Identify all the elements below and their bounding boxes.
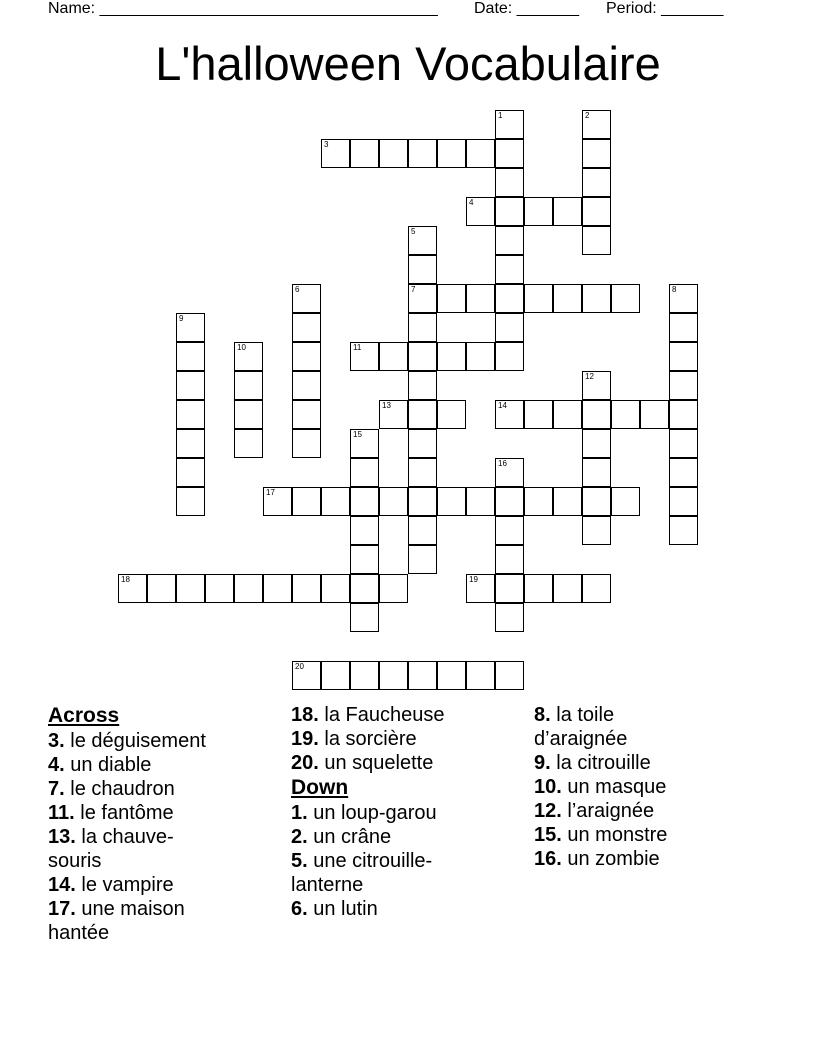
grid-cell[interactable] xyxy=(350,574,379,603)
grid-cell[interactable] xyxy=(408,661,437,690)
grid-cell[interactable] xyxy=(495,139,524,168)
grid-cell[interactable] xyxy=(582,197,611,226)
grid-cell[interactable] xyxy=(437,342,466,371)
grid-cell[interactable] xyxy=(495,458,524,487)
clue-down-8: 8. la toile d’araignée xyxy=(534,704,628,750)
clue-across-7: 7. le chaudron xyxy=(48,778,175,800)
grid-cell[interactable] xyxy=(321,487,350,516)
clue-down-10: 10. un masque xyxy=(534,776,667,798)
grid-cell[interactable] xyxy=(669,371,698,400)
grid-cell[interactable] xyxy=(582,371,611,400)
grid-cell[interactable] xyxy=(379,487,408,516)
clue-across-14: 14. le vampire xyxy=(48,874,174,896)
grid-cell[interactable] xyxy=(553,197,582,226)
grid-cell[interactable] xyxy=(582,400,611,429)
clue-number: 15 xyxy=(353,430,362,439)
grid-cell[interactable] xyxy=(495,342,524,371)
clue-number: 18 xyxy=(121,575,130,584)
grid-cell[interactable] xyxy=(582,284,611,313)
grid-cell[interactable] xyxy=(466,284,495,313)
grid-cell[interactable] xyxy=(582,139,611,168)
grid-cell[interactable] xyxy=(495,603,524,632)
clue-number: 1 xyxy=(498,111,503,120)
grid-cell[interactable] xyxy=(640,400,669,429)
grid-cell[interactable] xyxy=(147,574,176,603)
clue-across-4: 4. un diable xyxy=(48,754,152,776)
grid-cell[interactable] xyxy=(495,284,524,313)
clue-across-11: 11. le fantôme xyxy=(48,802,174,824)
clue-across-3: 3. le déguisement xyxy=(48,730,206,752)
grid-cell[interactable] xyxy=(524,400,553,429)
grid-cell[interactable] xyxy=(437,139,466,168)
grid-cell[interactable] xyxy=(553,284,582,313)
clue-down-1: 1. un loup-garou xyxy=(291,802,437,824)
grid-cell[interactable] xyxy=(582,226,611,255)
grid-cell[interactable] xyxy=(408,545,437,574)
grid-cell[interactable] xyxy=(379,661,408,690)
grid-cell[interactable] xyxy=(292,574,321,603)
clue-number: 19 xyxy=(469,575,478,584)
clue-down-6: 6. un lutin xyxy=(291,898,378,920)
grid-cell[interactable] xyxy=(292,400,321,429)
grid-cell[interactable] xyxy=(350,139,379,168)
clue-number: 16 xyxy=(498,459,507,468)
grid-cell[interactable] xyxy=(234,429,263,458)
grid-cell[interactable] xyxy=(524,574,553,603)
grid-cell[interactable] xyxy=(495,661,524,690)
grid-cell[interactable] xyxy=(176,342,205,371)
grid-cell[interactable] xyxy=(408,516,437,545)
clue-number: 11 xyxy=(353,343,362,352)
grid-cell[interactable] xyxy=(582,487,611,516)
grid-cell[interactable] xyxy=(582,458,611,487)
grid-cell[interactable] xyxy=(495,168,524,197)
clue-number: 13 xyxy=(382,401,391,410)
grid-cell[interactable] xyxy=(495,110,524,139)
grid-cell[interactable] xyxy=(350,545,379,574)
grid-cell[interactable] xyxy=(350,487,379,516)
grid-cell[interactable] xyxy=(292,342,321,371)
grid-cell[interactable] xyxy=(408,400,437,429)
down-clues-column-3 xyxy=(534,703,774,871)
grid-cell[interactable] xyxy=(176,574,205,603)
grid-cell[interactable] xyxy=(495,487,524,516)
grid-cell[interactable] xyxy=(408,487,437,516)
grid-cell[interactable] xyxy=(176,429,205,458)
grid-cell[interactable] xyxy=(263,487,292,516)
clue-number: 6 xyxy=(295,285,300,294)
grid-cell[interactable] xyxy=(321,139,350,168)
grid-cell[interactable] xyxy=(321,574,350,603)
grid-cell[interactable] xyxy=(524,197,553,226)
clue-number: 9 xyxy=(179,314,184,323)
grid-cell[interactable] xyxy=(466,574,495,603)
name-field-label[interactable]: Name: ______________________________________ xyxy=(48,0,438,17)
grid-cell[interactable] xyxy=(582,110,611,139)
grid-cell[interactable] xyxy=(205,574,234,603)
grid-cell[interactable] xyxy=(495,400,524,429)
grid-cell[interactable] xyxy=(408,139,437,168)
grid-cell[interactable] xyxy=(437,400,466,429)
period-field-label[interactable]: Period: _______ xyxy=(606,0,724,17)
grid-cell[interactable] xyxy=(379,574,408,603)
grid-cell[interactable] xyxy=(495,516,524,545)
clue-down-12: 12. l’araignée xyxy=(534,800,655,822)
grid-cell[interactable] xyxy=(408,342,437,371)
grid-cell[interactable] xyxy=(379,139,408,168)
clue-number: 10 xyxy=(237,343,246,352)
clue-number: 2 xyxy=(585,111,590,120)
clue-across-19: 19. la sorcière xyxy=(291,728,417,750)
grid-cell[interactable] xyxy=(176,487,205,516)
grid-cell[interactable] xyxy=(350,603,379,632)
grid-cell[interactable] xyxy=(292,487,321,516)
grid-cell[interactable] xyxy=(466,661,495,690)
grid-cell[interactable] xyxy=(495,226,524,255)
grid-cell[interactable] xyxy=(553,487,582,516)
grid-cell[interactable] xyxy=(408,255,437,284)
grid-cell[interactable] xyxy=(495,545,524,574)
grid-cell[interactable] xyxy=(292,661,321,690)
grid-cell[interactable] xyxy=(524,487,553,516)
date-field-label[interactable]: Date: _______ xyxy=(474,0,579,17)
grid-cell[interactable] xyxy=(669,313,698,342)
grid-cell[interactable] xyxy=(408,371,437,400)
clue-down-2: 2. un crâne xyxy=(291,826,392,848)
grid-cell[interactable] xyxy=(234,342,263,371)
grid-cell[interactable] xyxy=(437,487,466,516)
clue-across-18: 18. la Faucheuse xyxy=(291,704,445,726)
grid-cell[interactable] xyxy=(466,139,495,168)
page-title: L'halloween Vocabulaire xyxy=(155,37,661,90)
grid-cell[interactable] xyxy=(669,458,698,487)
clue-across-20: 20. un squelette xyxy=(291,752,434,774)
clue-down-16: 16. un zombie xyxy=(534,848,660,870)
grid-cell[interactable] xyxy=(118,574,147,603)
grid-cell[interactable] xyxy=(176,371,205,400)
grid-cell[interactable] xyxy=(466,487,495,516)
grid-cell[interactable] xyxy=(611,400,640,429)
grid-cell[interactable] xyxy=(437,661,466,690)
clue-down-15: 15. un monstre xyxy=(534,824,668,846)
grid-cell[interactable] xyxy=(669,516,698,545)
grid-cell[interactable] xyxy=(176,458,205,487)
grid-cell[interactable] xyxy=(176,400,205,429)
across-clues-column-1 xyxy=(48,703,278,945)
clue-number: 4 xyxy=(469,198,474,207)
clue-across-17: 17. une maison hantée xyxy=(48,898,185,944)
grid-cell[interactable] xyxy=(611,487,640,516)
grid-cell[interactable] xyxy=(350,458,379,487)
clue-number: 20 xyxy=(295,662,304,671)
grid-cell[interactable] xyxy=(669,342,698,371)
grid-cell[interactable] xyxy=(669,429,698,458)
grid-cell[interactable] xyxy=(553,400,582,429)
clues-column-2 xyxy=(291,703,511,921)
grid-cell[interactable] xyxy=(292,371,321,400)
grid-cell[interactable] xyxy=(263,574,292,603)
grid-cell[interactable] xyxy=(611,284,640,313)
grid-cell[interactable] xyxy=(582,429,611,458)
grid-cell[interactable] xyxy=(669,487,698,516)
grid-cell[interactable] xyxy=(582,574,611,603)
grid-cell[interactable] xyxy=(408,226,437,255)
grid-cell[interactable] xyxy=(437,284,466,313)
grid-cell[interactable] xyxy=(350,516,379,545)
grid-cell[interactable] xyxy=(292,284,321,313)
grid-cell[interactable] xyxy=(408,313,437,342)
clue-number: 7 xyxy=(411,285,416,294)
grid-cell[interactable] xyxy=(582,516,611,545)
grid-cell[interactable] xyxy=(669,400,698,429)
clue-across-13: 13. la chauve-souris xyxy=(48,826,174,872)
grid-cell[interactable] xyxy=(408,458,437,487)
clue-number: 17 xyxy=(266,488,275,497)
grid-cell[interactable] xyxy=(292,429,321,458)
grid-cell[interactable] xyxy=(495,574,524,603)
grid-cell[interactable] xyxy=(466,197,495,226)
clue-number: 14 xyxy=(498,401,507,410)
across-heading: Across xyxy=(48,704,120,727)
clue-down-5: 5. une citrouille-lanterne xyxy=(291,850,433,896)
grid-cell[interactable] xyxy=(321,661,350,690)
grid-cell[interactable] xyxy=(234,574,263,603)
grid-cell[interactable] xyxy=(495,313,524,342)
clue-number: 8 xyxy=(672,285,677,294)
clue-number: 3 xyxy=(324,140,329,149)
grid-cell[interactable] xyxy=(466,342,495,371)
clue-number: 12 xyxy=(585,372,594,381)
grid-cell[interactable] xyxy=(495,197,524,226)
grid-cell[interactable] xyxy=(669,284,698,313)
grid-cell[interactable] xyxy=(408,284,437,313)
grid-cell[interactable] xyxy=(582,168,611,197)
grid-cell[interactable] xyxy=(292,313,321,342)
grid-cell[interactable] xyxy=(408,429,437,458)
grid-cell[interactable] xyxy=(350,429,379,458)
grid-cell[interactable] xyxy=(495,255,524,284)
grid-cell[interactable] xyxy=(350,342,379,371)
grid-cell[interactable] xyxy=(234,400,263,429)
grid-cell[interactable] xyxy=(234,371,263,400)
clue-number: 5 xyxy=(411,227,416,236)
grid-cell[interactable] xyxy=(176,313,205,342)
clue-down-9: 9. la citrouille xyxy=(534,752,651,774)
grid-cell[interactable] xyxy=(379,342,408,371)
grid-cell[interactable] xyxy=(379,400,408,429)
down-heading: Down xyxy=(291,776,349,799)
grid-cell[interactable] xyxy=(524,284,553,313)
grid-cell[interactable] xyxy=(553,574,582,603)
grid-cell[interactable] xyxy=(350,661,379,690)
